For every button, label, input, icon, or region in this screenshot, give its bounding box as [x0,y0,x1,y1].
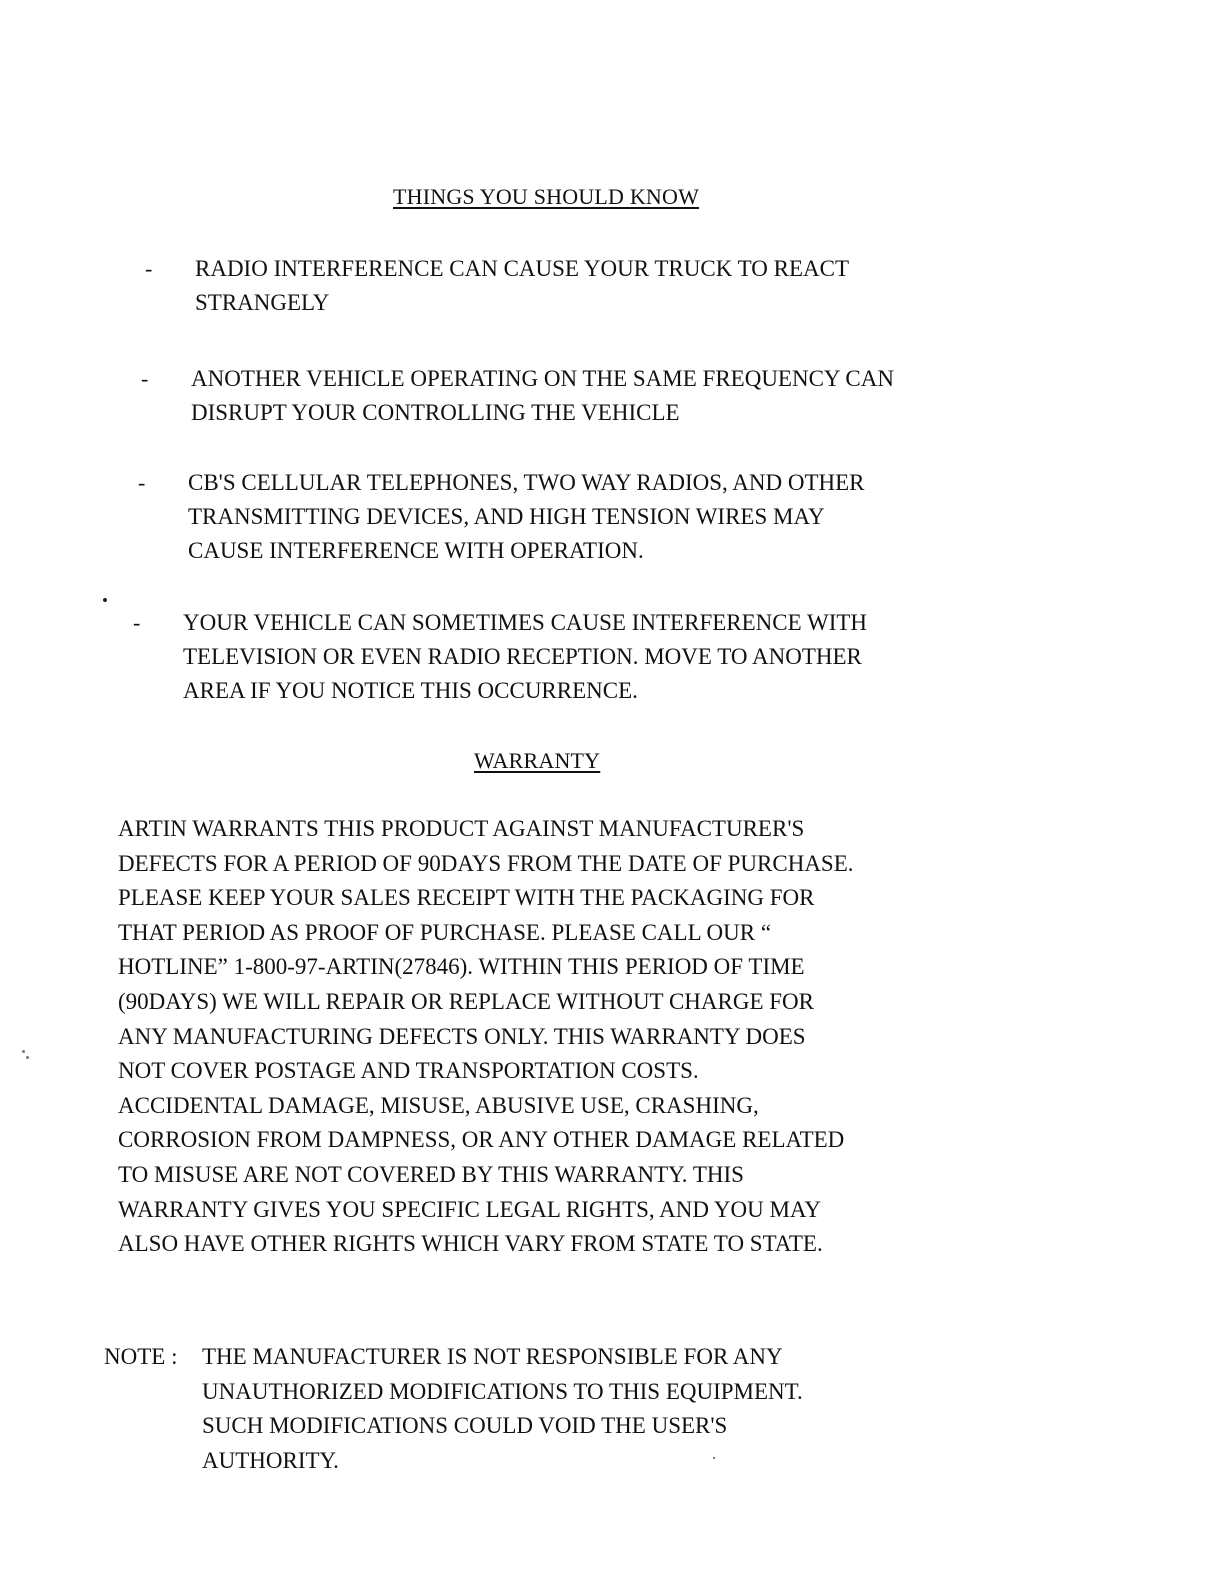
bullet-line: TELEVISION OR EVEN RADIO RECEPTION. MOVE TO ANOTHER [183,644,862,669]
bullet-item [138,466,865,568]
bullet-dash: - [141,366,149,391]
warranty-line: PLEASE KEEP YOUR SALES RECEIPT WITH THE PACKAGING FOR [118,885,815,911]
bullet-line: DISRUPT YOUR CONTROLLING THE VEHICLE [191,400,680,425]
bullet-line: STRANGELY [195,290,330,315]
scan-speck [26,1056,29,1059]
bullet-dash: - [138,470,146,495]
warranty-line: ARTIN WARRANTS THIS PRODUCT AGAINST MANUFACTURER'S [118,816,805,841]
note-line: UNAUTHORIZED MODIFICATIONS TO THIS EQUIPMENT. [202,1378,803,1404]
bullet-line: RADIO INTERFERENCE CAN CAUSE YOUR TRUCK TO REACT [195,256,850,281]
note-line: THE MANUFACTURER IS NOT RESPONSIBLE FOR ANY [202,1344,783,1369]
scan-speck [103,598,107,602]
warranty-line: HOTLINE” 1-800-97-ARTIN(27846). WITHIN THIS PERIOD OF TIME [118,954,805,980]
bullet-text [183,606,867,708]
bullet-line: CB'S CELLULAR TELEPHONES, TWO WAY RADIOS, AND OTHER [188,470,865,495]
note-label: NOTE : [104,1344,178,1369]
warranty-line: NOT COVER POSTAGE AND TRANSPORTATION COSTS. [118,1058,699,1084]
warranty-line: WARRANTY GIVES YOU SPECIFIC LEGAL RIGHTS, AND YOU MAY [118,1196,822,1222]
bullet-line: AREA IF YOU NOTICE THIS OCCURRENCE. [183,678,638,703]
scan-speck [22,1050,25,1053]
warranty-line: THAT PERIOD AS PROOF OF PURCHASE. PLEASE CALL OUR “ [118,919,772,945]
bullet-line: TRANSMITTING DEVICES, AND HIGH TENSION WIRES MAY [188,504,825,529]
warranty-heading: WARRANTY [474,748,601,773]
bullet-item [145,252,849,320]
bullet-text [195,252,849,320]
warranty-line: ACCIDENTAL DAMAGE, MISUSE, ABUSIVE USE, CRASHING, [118,1092,759,1118]
warranty-line: CORROSION FROM DAMPNESS, OR ANY OTHER DAMAGE RELATED [118,1127,845,1153]
warranty-line: ANY MANUFACTURING DEFECTS ONLY. THIS WARRANTY DOES [118,1023,806,1049]
warranty-line: DEFECTS FOR A PERIOD OF 90DAYS FROM THE DATE OF PURCHASE. [118,850,854,876]
bullet-item [141,362,894,430]
bullet-dash: - [133,610,141,635]
bullet-item [133,606,867,708]
bullet-text [191,362,894,430]
warranty-line: ALSO HAVE OTHER RIGHTS WHICH VARY FROM STATE TO STATE. [118,1231,823,1257]
warranty-line: (90DAYS) WE WILL REPAIR OR REPLACE WITHOUT CHARGE FOR [118,988,814,1014]
warranty-line: TO MISUSE ARE NOT COVERED BY THIS WARRANTY. THIS [118,1161,744,1187]
bullet-line: YOUR VEHICLE CAN SOMETIMES CAUSE INTERFERENCE WITH [183,610,868,635]
scan-speck [713,1457,715,1459]
things-you-should-know-heading: THINGS YOU SHOULD KNOW [393,184,700,209]
warranty-paragraph [118,812,854,1262]
note-line: AUTHORITY. [202,1447,339,1473]
note-block [104,1340,803,1478]
bullet-line: ANOTHER VEHICLE OPERATING ON THE SAME FREQUENCY CAN [191,366,894,391]
bullet-line: CAUSE INTERFERENCE WITH OPERATION. [188,538,644,563]
note-line: SUCH MODIFICATIONS COULD VOID THE USER'S [202,1413,728,1438]
bullet-dash: - [145,256,153,281]
bullet-text [188,466,865,568]
